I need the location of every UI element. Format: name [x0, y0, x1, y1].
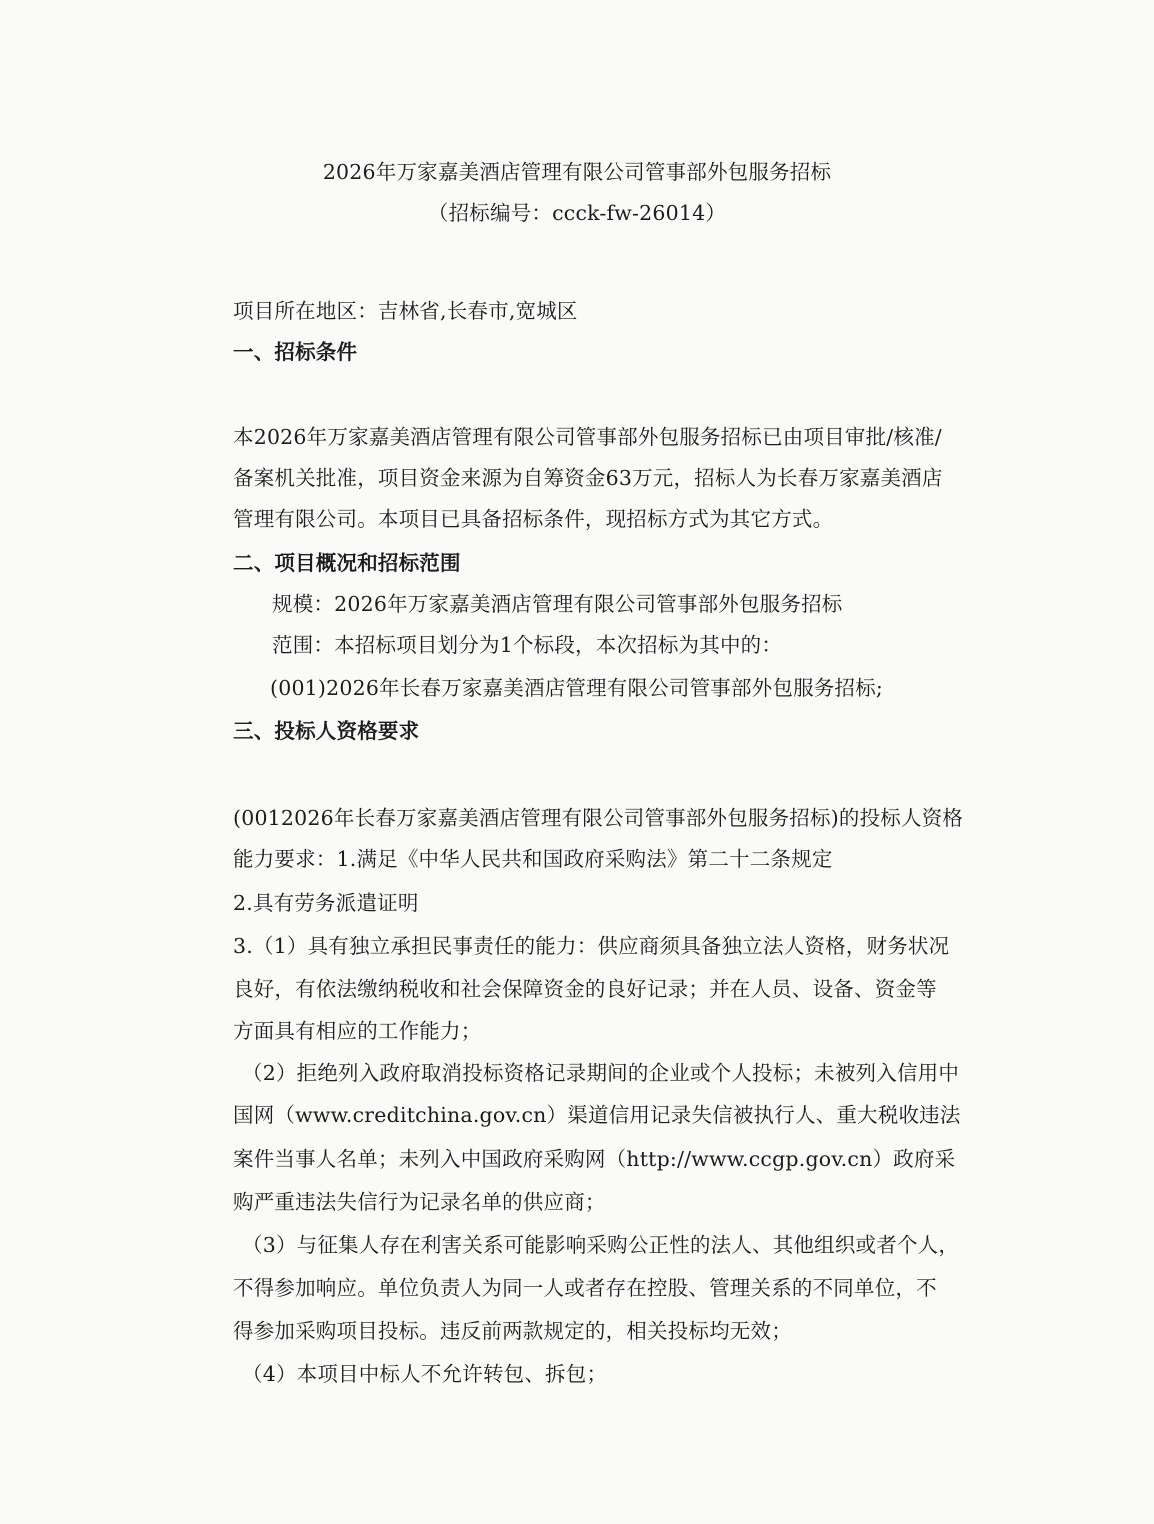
paragraph-line: 购严重违法失信行为记录名单的供应商； [233, 1190, 606, 1214]
paragraph-line: 管理有限公司。本项目已具备招标条件，现招标方式为其它方式。 [233, 507, 834, 531]
paragraph-line: （2）拒绝列入政府取消投标资格记录期间的企业或个人投标；未被列入信用中 [242, 1061, 960, 1085]
paragraph-line: 案件当事人名单；未列入中国政府采购网（http://www.ccgp.gov.cn）政府采 [233, 1147, 956, 1171]
section-heading-2: 二、项目概况和招标范围 [233, 551, 461, 575]
paragraph-line: 方面具有相应的工作能力； [233, 1019, 482, 1043]
paragraph-line: 得参加采购项目投标。违反前两款规定的，相关投标均无效； [233, 1319, 792, 1343]
project-scale: 规模：2026年万家嘉美酒店管理有限公司管事部外包服务招标 [272, 592, 843, 616]
document-title: 2026年万家嘉美酒店管理有限公司管事部外包服务招标 [322, 160, 832, 184]
paragraph-line: 国网（www.creditchina.gov.cn）渠道信用记录失信被执行人、重大税收违法 [233, 1103, 961, 1127]
paragraph-line: 良好，有依法缴纳税收和社会保障资金的良好记录；并在人员、设备、资金等 [233, 977, 937, 1001]
paragraph-line: 能力要求：1.满足《中华人民共和国政府采购法》第二十二条规定 [233, 847, 833, 871]
section-heading-3: 三、投标人资格要求 [233, 719, 420, 743]
paragraph-line: 备案机关批准，项目资金来源为自筹资金63万元，招标人为长春万家嘉美酒店 [233, 466, 943, 490]
project-region: 项目所在地区：吉林省,长春市,宽城区 [233, 299, 578, 323]
paragraph-line: （3）与征集人存在利害关系可能影响采购公正性的法人、其他组织或者个人， [242, 1233, 960, 1257]
paragraph-line: (0012026年长春万家嘉美酒店管理有限公司管事部外包服务招标)的投标人资格 [233, 806, 964, 830]
paragraph-line: 3.（1）具有独立承担民事责任的能力：供应商须具备独立法人资格，财务状况 [233, 934, 950, 958]
tender-number: （招标编号：ccck-fw-26014） [427, 201, 727, 225]
paragraph-line: （4）本项目中标人不允许转包、拆包； [242, 1362, 608, 1386]
section-heading-1: 一、招标条件 [233, 340, 358, 364]
paragraph-line: 不得参加响应。单位负责人为同一人或者存在控股、管理关系的不同单位，不 [233, 1276, 937, 1300]
paragraph-line: 2.具有劳务派遣证明 [233, 891, 419, 915]
paragraph-line: 本2026年万家嘉美酒店管理有限公司管事部外包服务招标已由项目审批/核准/ [233, 425, 942, 449]
project-scope: 范围：本招标项目划分为1个标段，本次招标为其中的： [272, 633, 783, 657]
project-lot: (001)2026年长春万家嘉美酒店管理有限公司管事部外包服务招标; [270, 676, 883, 700]
